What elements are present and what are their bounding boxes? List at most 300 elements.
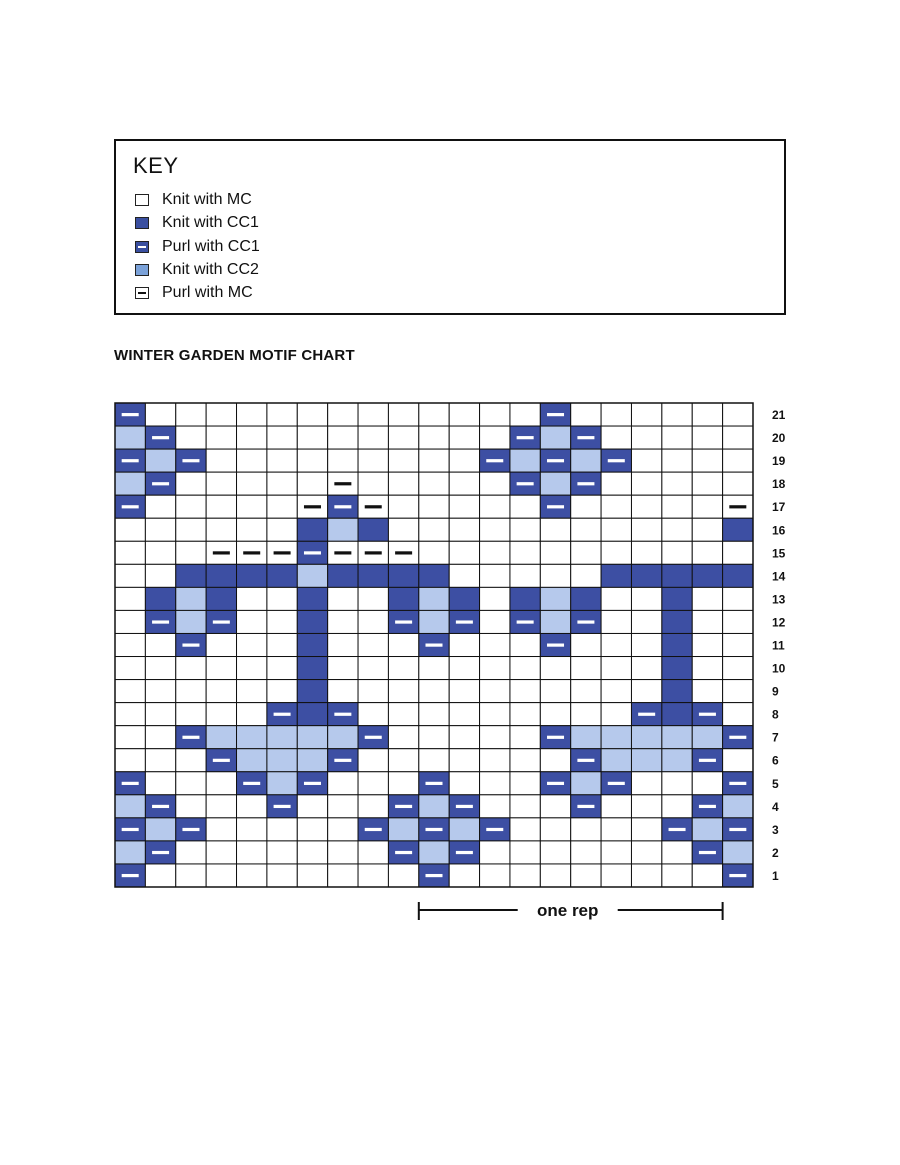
chart-cell bbox=[601, 795, 631, 818]
purl-dash-icon bbox=[456, 620, 473, 623]
chart-cell bbox=[237, 610, 267, 633]
chart-cell bbox=[237, 841, 267, 864]
chart-cell bbox=[328, 726, 358, 749]
chart-cell bbox=[480, 680, 510, 703]
chart-cell bbox=[601, 841, 631, 864]
row-number: 19 bbox=[772, 454, 786, 469]
row-number: 13 bbox=[772, 592, 786, 607]
chart-cell bbox=[723, 795, 753, 818]
chart-cell bbox=[297, 749, 327, 772]
chart-cell bbox=[692, 495, 722, 518]
chart-cell bbox=[115, 680, 145, 703]
chart-cell bbox=[328, 610, 358, 633]
chart-cell bbox=[206, 495, 236, 518]
chart-cell bbox=[540, 610, 570, 633]
chart-cell bbox=[206, 633, 236, 656]
chart-cell bbox=[662, 472, 692, 495]
chart-cell bbox=[297, 657, 327, 680]
repeat-marker bbox=[419, 901, 723, 920]
chart-cell bbox=[692, 633, 722, 656]
chart-cell bbox=[601, 587, 631, 610]
chart-cell bbox=[510, 541, 540, 564]
chart-cell bbox=[510, 726, 540, 749]
purl-dash-icon bbox=[699, 851, 716, 854]
chart-cell bbox=[601, 818, 631, 841]
purl-dash-icon bbox=[669, 828, 686, 831]
chart-cell bbox=[358, 610, 388, 633]
chart-cell bbox=[480, 472, 510, 495]
purl-dash-icon bbox=[577, 759, 594, 762]
chart-cell bbox=[206, 772, 236, 795]
chart-cell bbox=[297, 564, 327, 587]
purl-dash-icon bbox=[729, 874, 746, 877]
chart-cell bbox=[297, 426, 327, 449]
row-number: 6 bbox=[772, 753, 779, 768]
chart-cell bbox=[358, 749, 388, 772]
chart-cell bbox=[297, 587, 327, 610]
chart-cell bbox=[631, 610, 661, 633]
chart-cell bbox=[237, 726, 267, 749]
purl-dash-icon bbox=[425, 828, 442, 831]
chart-cell bbox=[145, 772, 175, 795]
chart-cell bbox=[631, 564, 661, 587]
chart-cell bbox=[449, 633, 479, 656]
chart-cell bbox=[449, 657, 479, 680]
purl-dash-icon bbox=[182, 736, 199, 739]
chart-cell bbox=[145, 749, 175, 772]
purl-dash-icon bbox=[274, 805, 291, 808]
chart-cell bbox=[176, 749, 206, 772]
chart-cell bbox=[176, 610, 206, 633]
chart-cell bbox=[449, 403, 479, 426]
chart-cell bbox=[328, 633, 358, 656]
chart-cell bbox=[388, 703, 418, 726]
purl-dash-icon bbox=[395, 551, 412, 554]
chart-cell bbox=[419, 610, 449, 633]
chart-cell bbox=[662, 703, 692, 726]
purl-dash-icon bbox=[365, 551, 382, 554]
chart-cell bbox=[237, 518, 267, 541]
row-number: 7 bbox=[772, 730, 779, 745]
chart-cell bbox=[267, 472, 297, 495]
chart-cell bbox=[480, 749, 510, 772]
chart-cell bbox=[571, 541, 601, 564]
chart-cell bbox=[388, 749, 418, 772]
chart-cell bbox=[571, 518, 601, 541]
chart-cell bbox=[267, 680, 297, 703]
chart-cell bbox=[297, 864, 327, 887]
chart-cell bbox=[388, 864, 418, 887]
purl-dash-icon bbox=[304, 782, 321, 785]
chart-cell bbox=[115, 795, 145, 818]
purl-dash-icon bbox=[122, 874, 139, 877]
chart-cell bbox=[176, 841, 206, 864]
purl-dash-icon bbox=[334, 713, 351, 716]
chart-cell bbox=[540, 587, 570, 610]
chart-cell bbox=[662, 726, 692, 749]
chart-cell bbox=[237, 703, 267, 726]
chart-cell bbox=[510, 449, 540, 472]
chart-cell bbox=[662, 610, 692, 633]
row-number: 18 bbox=[772, 477, 786, 492]
chart-cell bbox=[540, 541, 570, 564]
chart-cell bbox=[145, 449, 175, 472]
chart-cell bbox=[571, 449, 601, 472]
chart-cell bbox=[631, 864, 661, 887]
chart-grid bbox=[115, 403, 753, 887]
purl-dash-icon bbox=[122, 505, 139, 508]
chart-cell bbox=[662, 841, 692, 864]
chart-cell bbox=[571, 633, 601, 656]
row-number: 1 bbox=[772, 868, 779, 883]
chart-cell bbox=[206, 449, 236, 472]
chart-cell bbox=[206, 795, 236, 818]
chart-cell bbox=[540, 680, 570, 703]
chart-cell bbox=[540, 864, 570, 887]
row-number: 5 bbox=[772, 776, 779, 791]
chart-cell bbox=[419, 403, 449, 426]
chart-cell bbox=[176, 680, 206, 703]
chart-cell bbox=[297, 818, 327, 841]
chart-cell bbox=[115, 749, 145, 772]
purl-dash-icon bbox=[334, 505, 351, 508]
chart-cell bbox=[419, 795, 449, 818]
chart-cell bbox=[176, 864, 206, 887]
chart-cell bbox=[480, 633, 510, 656]
chart-cell bbox=[631, 426, 661, 449]
chart-cell bbox=[601, 541, 631, 564]
chart-cell bbox=[449, 703, 479, 726]
chart-cell bbox=[449, 587, 479, 610]
chart-cell bbox=[601, 680, 631, 703]
chart-cell bbox=[419, 426, 449, 449]
chart-cell bbox=[358, 449, 388, 472]
chart-cell bbox=[662, 564, 692, 587]
chart-cell bbox=[358, 864, 388, 887]
chart-cell bbox=[510, 864, 540, 887]
chart-cell bbox=[631, 495, 661, 518]
chart-cell bbox=[328, 680, 358, 703]
chart-cell bbox=[723, 403, 753, 426]
chart-cell bbox=[145, 703, 175, 726]
chart-cell bbox=[206, 403, 236, 426]
chart-cell bbox=[510, 587, 540, 610]
chart-cell bbox=[328, 518, 358, 541]
chart-cell bbox=[662, 749, 692, 772]
chart-cell bbox=[237, 680, 267, 703]
chart-cell bbox=[237, 633, 267, 656]
chart-cell bbox=[115, 657, 145, 680]
chart-cell bbox=[267, 403, 297, 426]
chart-cell bbox=[662, 864, 692, 887]
chart-cell bbox=[480, 403, 510, 426]
chart-cell bbox=[176, 495, 206, 518]
purl-dash-icon bbox=[304, 505, 321, 508]
chart-cell bbox=[692, 426, 722, 449]
chart-cell bbox=[631, 472, 661, 495]
purl-dash-icon bbox=[547, 736, 564, 739]
chart-cell bbox=[267, 449, 297, 472]
chart-cell bbox=[601, 472, 631, 495]
chart-cell bbox=[631, 680, 661, 703]
chart-cell bbox=[662, 772, 692, 795]
chart-cell bbox=[692, 610, 722, 633]
chart-cell bbox=[631, 841, 661, 864]
purl-dash-icon bbox=[182, 459, 199, 462]
chart-cell bbox=[145, 818, 175, 841]
purl-dash-icon bbox=[729, 505, 746, 508]
chart-cell bbox=[540, 657, 570, 680]
key-item-label: Purl with CC1 bbox=[162, 237, 260, 255]
chart-cell bbox=[237, 657, 267, 680]
chart-cell bbox=[267, 426, 297, 449]
chart-cell bbox=[328, 772, 358, 795]
chart-cell bbox=[449, 518, 479, 541]
chart-cell bbox=[692, 564, 722, 587]
chart-cell bbox=[388, 403, 418, 426]
key-item-label: Purl with MC bbox=[162, 284, 253, 302]
chart-cell bbox=[449, 495, 479, 518]
chart-cell bbox=[419, 680, 449, 703]
purl-dash-icon bbox=[425, 874, 442, 877]
chart-cell bbox=[145, 518, 175, 541]
chart-cell bbox=[631, 657, 661, 680]
chart-cell bbox=[631, 518, 661, 541]
chart-cell bbox=[145, 495, 175, 518]
chart-cell bbox=[267, 841, 297, 864]
purl-dash-icon bbox=[456, 851, 473, 854]
purl-dash-icon bbox=[729, 736, 746, 739]
chart-cell bbox=[723, 587, 753, 610]
chart-cell bbox=[206, 587, 236, 610]
chart-cell bbox=[692, 726, 722, 749]
purl-dash-icon bbox=[365, 736, 382, 739]
chart-cell bbox=[480, 541, 510, 564]
chart-cell bbox=[237, 564, 267, 587]
chart-cell bbox=[267, 633, 297, 656]
chart-cell bbox=[206, 841, 236, 864]
chart-cell bbox=[267, 587, 297, 610]
chart-cell bbox=[662, 518, 692, 541]
chart-cell bbox=[692, 818, 722, 841]
chart-cell bbox=[237, 818, 267, 841]
chart-cell bbox=[115, 587, 145, 610]
chart-cell bbox=[267, 610, 297, 633]
chart-cell bbox=[662, 795, 692, 818]
purl-dash-icon bbox=[577, 436, 594, 439]
purl-dash-icon bbox=[517, 482, 534, 485]
chart-cell bbox=[449, 426, 479, 449]
chart-cell bbox=[358, 403, 388, 426]
chart-cell bbox=[662, 426, 692, 449]
chart-cell bbox=[631, 587, 661, 610]
chart-cell bbox=[723, 680, 753, 703]
purl-dash-icon bbox=[365, 828, 382, 831]
chart-cell bbox=[449, 564, 479, 587]
chart-cell bbox=[480, 726, 510, 749]
purl-dash-icon bbox=[122, 459, 139, 462]
chart-cell bbox=[267, 495, 297, 518]
purl-dash-icon bbox=[577, 482, 594, 485]
purl-dash-icon bbox=[547, 413, 564, 416]
chart-cell bbox=[267, 818, 297, 841]
chart-cell bbox=[358, 472, 388, 495]
row-number: 14 bbox=[772, 569, 786, 584]
chart-cell bbox=[145, 864, 175, 887]
purl-dash-icon bbox=[547, 505, 564, 508]
chart-cell bbox=[692, 472, 722, 495]
chart-cell bbox=[237, 403, 267, 426]
chart-cell bbox=[419, 449, 449, 472]
purl-dash-icon bbox=[699, 759, 716, 762]
chart-cell bbox=[297, 680, 327, 703]
purl-dash-icon bbox=[395, 805, 412, 808]
chart-cell bbox=[388, 818, 418, 841]
purl-dash-icon bbox=[122, 828, 139, 831]
chart-cell bbox=[388, 726, 418, 749]
chart-cell bbox=[540, 518, 570, 541]
purl-dash-icon bbox=[334, 759, 351, 762]
repeat-label: one rep bbox=[537, 901, 599, 920]
chart-cell bbox=[601, 633, 631, 656]
purl-dash-icon bbox=[577, 805, 594, 808]
chart-cell bbox=[723, 749, 753, 772]
chart-cell bbox=[419, 564, 449, 587]
chart-cell bbox=[419, 472, 449, 495]
chart-cell bbox=[510, 657, 540, 680]
chart-cell bbox=[449, 818, 479, 841]
purl-dash-icon bbox=[334, 482, 351, 485]
chart-cell bbox=[145, 403, 175, 426]
purl-dash-icon bbox=[729, 828, 746, 831]
chart-cell bbox=[571, 495, 601, 518]
chart-cell bbox=[723, 564, 753, 587]
chart-cell bbox=[145, 657, 175, 680]
chart-cell bbox=[601, 495, 631, 518]
chart-cell bbox=[297, 703, 327, 726]
chart-cell bbox=[115, 610, 145, 633]
chart-cell bbox=[571, 841, 601, 864]
chart-cell bbox=[176, 587, 206, 610]
chart-cell bbox=[419, 749, 449, 772]
chart-cell bbox=[510, 403, 540, 426]
row-numbers bbox=[772, 408, 786, 883]
chart-cell bbox=[662, 449, 692, 472]
chart-cell bbox=[267, 749, 297, 772]
chart-cell bbox=[449, 749, 479, 772]
chart-cell bbox=[723, 703, 753, 726]
row-number: 17 bbox=[772, 500, 786, 515]
chart-cell bbox=[267, 726, 297, 749]
chart-cell bbox=[358, 564, 388, 587]
chart-cell bbox=[388, 518, 418, 541]
chart-cell bbox=[328, 564, 358, 587]
chart-cell bbox=[480, 795, 510, 818]
chart-cell bbox=[145, 587, 175, 610]
chart-cell bbox=[723, 610, 753, 633]
chart-cell bbox=[328, 841, 358, 864]
chart-cell bbox=[662, 495, 692, 518]
chart-cell bbox=[176, 703, 206, 726]
chart-cell bbox=[480, 703, 510, 726]
chart-cell bbox=[297, 518, 327, 541]
chart-cell bbox=[571, 403, 601, 426]
purl-dash-icon bbox=[547, 644, 564, 647]
chart-cell bbox=[206, 472, 236, 495]
chart-cell bbox=[480, 864, 510, 887]
chart-cell bbox=[480, 426, 510, 449]
chart-cell bbox=[115, 541, 145, 564]
chart-cell bbox=[601, 726, 631, 749]
chart-cell bbox=[723, 841, 753, 864]
chart-cell bbox=[449, 449, 479, 472]
row-number: 10 bbox=[772, 661, 786, 676]
chart-cell bbox=[510, 772, 540, 795]
chart-cell bbox=[267, 772, 297, 795]
chart-cell bbox=[601, 703, 631, 726]
chart-cell bbox=[115, 426, 145, 449]
chart-cell bbox=[328, 864, 358, 887]
chart-cell bbox=[540, 841, 570, 864]
chart-cell bbox=[419, 495, 449, 518]
chart-cell bbox=[297, 472, 327, 495]
chart-cell bbox=[237, 495, 267, 518]
chart-cell bbox=[692, 657, 722, 680]
chart-cell bbox=[358, 633, 388, 656]
chart-cell bbox=[328, 587, 358, 610]
row-number: 20 bbox=[772, 431, 786, 446]
chart-cell bbox=[176, 564, 206, 587]
chart-cell bbox=[601, 749, 631, 772]
chart-cell bbox=[480, 495, 510, 518]
key-item-label: Knit with MC bbox=[162, 191, 252, 208]
chart-cell bbox=[480, 841, 510, 864]
chart-cell bbox=[358, 587, 388, 610]
purl-dash-icon bbox=[304, 551, 321, 554]
chart-cell bbox=[510, 680, 540, 703]
chart-cell bbox=[631, 541, 661, 564]
purl-dash-icon bbox=[243, 551, 260, 554]
chart-cell bbox=[692, 680, 722, 703]
purl-dash-icon bbox=[122, 413, 139, 416]
purl-dash-icon bbox=[334, 551, 351, 554]
purl-dash-icon bbox=[122, 782, 139, 785]
chart-cell bbox=[631, 633, 661, 656]
purl-dash-icon bbox=[213, 759, 230, 762]
chart-cell bbox=[328, 449, 358, 472]
chart-cell bbox=[662, 403, 692, 426]
purl-dash-icon bbox=[182, 644, 199, 647]
chart-cell bbox=[115, 472, 145, 495]
chart-cell bbox=[723, 657, 753, 680]
chart-cell bbox=[571, 818, 601, 841]
chart-cell bbox=[419, 587, 449, 610]
chart-cell bbox=[297, 610, 327, 633]
chart-cell bbox=[388, 472, 418, 495]
purl-dash-icon bbox=[638, 713, 655, 716]
chart-cell bbox=[176, 518, 206, 541]
purl-dash-icon bbox=[517, 436, 534, 439]
purl-dash-icon bbox=[152, 436, 169, 439]
chart-cell bbox=[328, 426, 358, 449]
chart-cell bbox=[540, 426, 570, 449]
chart-cell bbox=[237, 795, 267, 818]
chart-cell bbox=[631, 818, 661, 841]
chart-cell bbox=[419, 841, 449, 864]
purl-dash-icon bbox=[729, 782, 746, 785]
chart-cell bbox=[723, 472, 753, 495]
chart-cell bbox=[388, 680, 418, 703]
